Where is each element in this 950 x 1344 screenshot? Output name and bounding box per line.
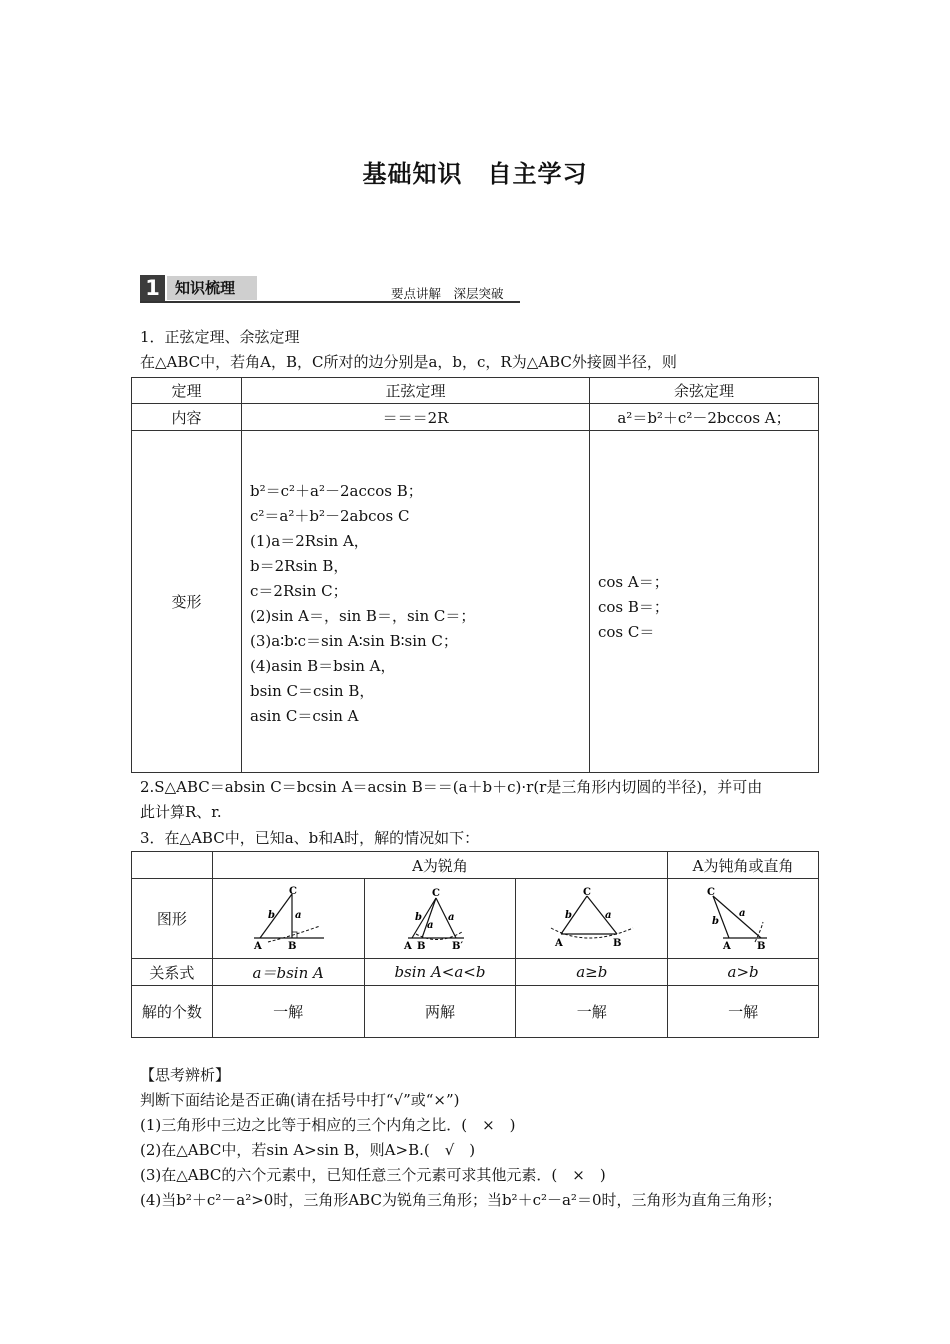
think-item: (2)在△ABC中，若sin A>sin B，则A>B.( √ ) (140, 1141, 476, 1159)
fig-label-a: a (604, 909, 612, 921)
row-content-label: 内容 (132, 404, 242, 431)
row-figure-label: 图形 (132, 879, 213, 959)
solution-count-cell: 一解 (668, 986, 819, 1038)
fig-label-A: A (403, 940, 412, 952)
solution-count-cell: 一解 (516, 986, 668, 1038)
item1-intro: 在△ABC中，若角A，B，C所对的边分别是a，b，c，R为△ABC外接圆半径，则 (140, 353, 677, 371)
solution-count-cell: 两解 (364, 986, 516, 1038)
fig-label-C: C (431, 887, 440, 899)
sine-line: (4)asin B＝bsin A， (250, 656, 396, 675)
fig-label-b: b (414, 911, 422, 923)
triangle-figure-right (248, 886, 328, 952)
sine-line: (1)a＝2Rsin A， (250, 531, 369, 550)
fig-label-B: B (757, 940, 766, 952)
sine-line: asin C＝csin A (250, 706, 359, 725)
fig-label-B: B (612, 937, 622, 949)
think-item: (4)当b²＋c²－a²>0时，三角形ABC为锐角三角形；当b²＋c²－a²＝0时，三角形为直角三角形； (140, 1191, 782, 1209)
sine-line: (3)a∶b∶c＝sin A∶sin B∶sin C； (250, 631, 458, 650)
header-obtuse: A为钝角或直角 (668, 852, 819, 879)
think-item: (3)在△ABC的六个元素中，已知任意三个元素可求其他元素．( × ) (140, 1166, 606, 1184)
sine-line: c＝2Rsin C； (250, 581, 348, 600)
section-number-badge: 1 (140, 275, 165, 301)
sine-line: bsin C＝csin B， (250, 681, 375, 700)
item2-line1: 2.S△ABC＝absin C＝bcsin A＝acsin B＝＝(a＋b＋c)·r(r是三角形内切圆的半径)，并可由 (140, 778, 763, 796)
sine-transform-cell (242, 431, 590, 773)
fig-label-b: b (564, 909, 572, 921)
header-sine: 正弦定理 (242, 378, 590, 404)
section-title: 知识梳理 (167, 276, 257, 300)
think-prompt: 判断下面结论是否正确(请在括号中打“√”或“×”) (140, 1091, 460, 1109)
fig-label-C: C (582, 886, 591, 898)
relation-cell: bsin A<a<b (364, 959, 516, 986)
sine-content: ＝＝＝2R (242, 404, 590, 431)
fig-label-A: A (254, 940, 262, 952)
sine-line: b＝2Rsin B， (250, 556, 349, 575)
fig-label-b: b (712, 915, 720, 927)
sine-line: b²＝c²＋a²－2accos B； (250, 481, 423, 500)
corner-cell (132, 852, 213, 879)
fig-label-C: C (707, 886, 716, 898)
cosine-content: a²＝b²＋c²－2bccos A； (590, 404, 819, 431)
sine-line: c²＝a²＋b²－2abcos C (250, 506, 410, 525)
relation-cell: a>b (668, 959, 819, 986)
fig-label-C: C (289, 885, 298, 897)
row-relation-label: 关系式 (132, 959, 213, 986)
fig-label-a: a (739, 907, 746, 919)
figure-two-solutions (364, 879, 516, 959)
section-rule (140, 301, 520, 303)
triangle-figure-obtuse (703, 886, 783, 952)
fig-label-B: B (288, 940, 297, 952)
figure-one-solution-a-ge-b (516, 879, 668, 959)
cosine-line: cos A＝； (598, 573, 669, 591)
fig-label-a-prime: a (447, 911, 455, 923)
fig-label-B-prime: B′ (451, 940, 464, 952)
sine-line: (2)sin A＝，sin B＝，sin C＝； (250, 606, 476, 625)
cosine-line: cos C＝ (598, 623, 655, 641)
relation-cell: a＝bsin A (212, 959, 364, 986)
item1-heading: 1．正弦定理、余弦定理 (140, 328, 300, 346)
header-acute: A为锐角 (212, 852, 667, 879)
fig-label-B: B (416, 940, 426, 952)
figure-obtuse (668, 879, 819, 959)
solution-count-cell: 一解 (212, 986, 364, 1038)
law-table (131, 377, 819, 773)
relation-cell: a≥b (516, 959, 668, 986)
figure-one-solution (212, 879, 364, 959)
triangle-figure-isosceles (547, 886, 637, 952)
page-title: 基础知识 自主学习 (362, 160, 588, 188)
fig-label-a: a (426, 919, 434, 931)
section-subtitle: 要点讲解 深层突破 (391, 286, 504, 301)
row-solutions-label: 解的个数 (132, 986, 213, 1038)
fig-label-b: b (268, 909, 276, 921)
item3-heading: 3．在△ABC中，已知a、b和A时，解的情况如下： (140, 829, 480, 847)
triangle-figure-ambiguous (400, 886, 480, 952)
row-transform-label: 变形 (132, 431, 242, 773)
think-item: (1)三角形中三边之比等于相应的三个内角之比．( × ) (140, 1116, 516, 1134)
fig-label-A: A (723, 940, 731, 952)
header-theorem: 定理 (132, 378, 242, 404)
cosine-transform-cell (590, 431, 819, 773)
item2-line2: 此计算R、r. (140, 803, 222, 821)
solutions-table (131, 851, 819, 1038)
fig-label-A: A (554, 937, 563, 949)
fig-label-a: a (295, 909, 302, 921)
cosine-line: cos B＝； (598, 598, 669, 616)
header-cosine: 余弦定理 (590, 378, 819, 404)
think-heading: 【思考辨析】 (140, 1066, 231, 1084)
